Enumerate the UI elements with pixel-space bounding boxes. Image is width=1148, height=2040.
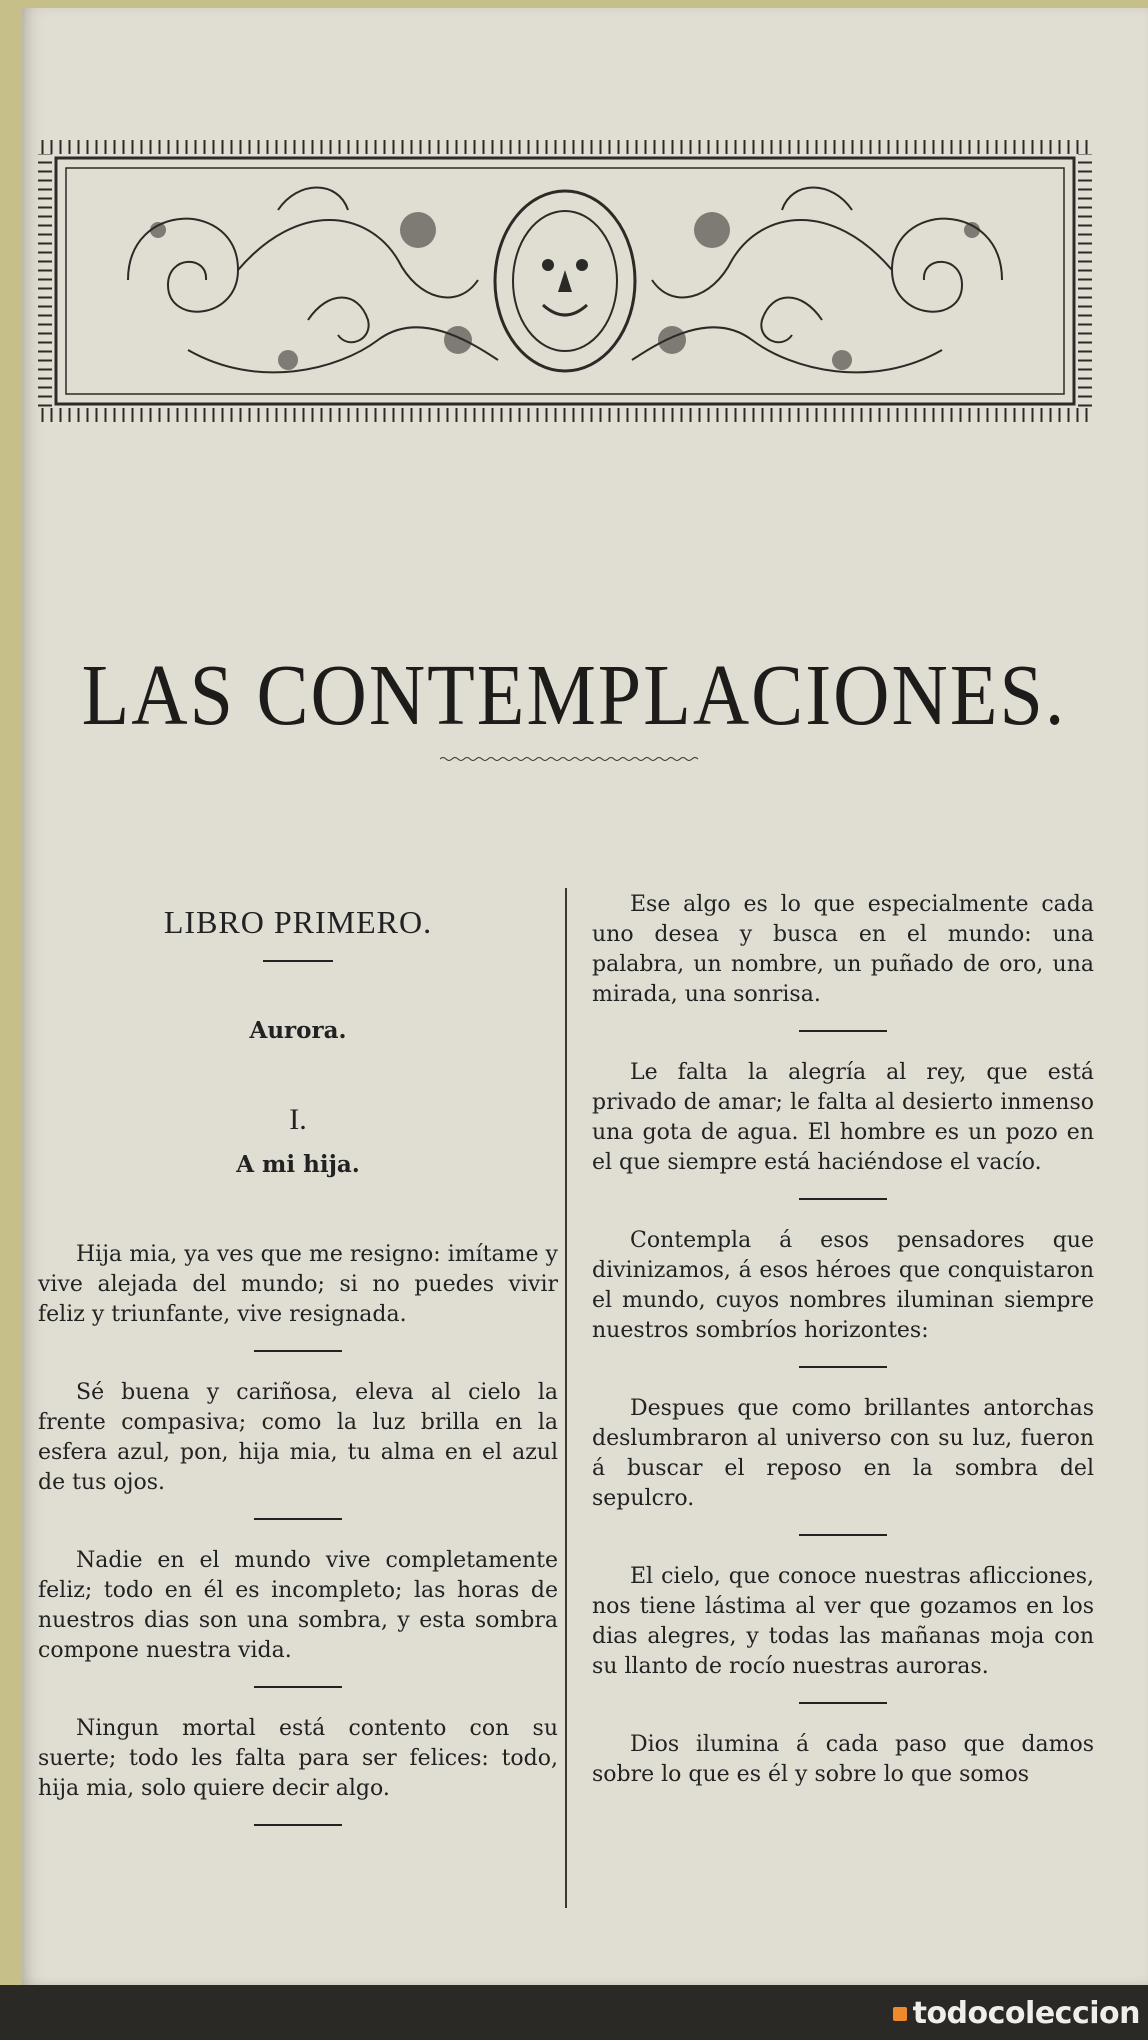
paragraph: Sé buena y cariñosa, eleva al cielo la frente compasiva; como la luz brilla en la esfera azul, pon, hija mia, tu alma en el azul de tus ojos. (38, 1380, 558, 1495)
separator (254, 1686, 342, 1688)
book-label: LIBRO PRIMERO. (163, 904, 433, 940)
paragraph: Nadie en el mundo vive completamente feliz; todo en él es incompleto; las horas de nuestros dias son una sombra, y esta sombra compone nuestra vida. (38, 1548, 558, 1663)
book-rule (263, 960, 333, 962)
paragraph: Contempla á esos pensadores que divinizamos, á esos héroes que conquistaron el mundo, cuyos nombres iluminan siempre nuestros sombríos horizontes: (592, 1228, 1094, 1343)
poem-title: A mi hija. (236, 1151, 360, 1178)
paragraph: Ningun mortal está contento con su suerte; todo les falta para ser felices: todo, hija mia, solo quiere decir algo. (38, 1716, 558, 1801)
separator (254, 1518, 342, 1520)
watermark (893, 1996, 1140, 2031)
separator (799, 1366, 887, 1368)
page-title: LAS CONTEMPLACIONES. (81, 645, 1067, 744)
separator (799, 1198, 887, 1200)
section-title: Aurora. (249, 1017, 347, 1044)
column-divider (565, 888, 567, 1908)
paragraph: El cielo, que conoce nuestras aflicciones, nos tiene lástima al ver que gozamos en los dias alegres, y todas las mañanas moja con su llanto de rocío nuestras auroras. (592, 1564, 1094, 1679)
watermark-text: todocoleccion (912, 1996, 1140, 2031)
roman-numeral: I. (289, 1103, 307, 1136)
paragraph: Le falta la alegría al rey, que está privado de amar; le falta al desierto inmenso una gota de agua. El hombre es un pozo en el que siempre está haciéndose el vacío. (592, 1060, 1094, 1175)
paragraph: Dios ilumina á cada paso que damos sobre lo que es él y sobre lo que somos (592, 1732, 1094, 1787)
separator (254, 1824, 342, 1826)
separator (254, 1350, 342, 1352)
separator (799, 1534, 887, 1536)
paragraph: Hija mia, ya ves que me resigno: imítame y vive alejada del mundo; si no puedes vivir feliz y triunfante, vive resignada. (38, 1242, 558, 1327)
title-underline (440, 756, 702, 762)
left-column (38, 884, 558, 1852)
brand-mark-icon (893, 2007, 907, 2021)
paragraph: Despues que como brillantes antorchas deslumbraron al universo con su luz, fueron á buscar el reposo en la sombra del sepulcro. (592, 1396, 1094, 1511)
decorative-headpiece (38, 140, 1092, 422)
separator (799, 1030, 887, 1032)
separator (799, 1702, 887, 1704)
paragraph: Ese algo es lo que especialmente cada uno desea y busca en el mundo: una palabra, un nombre, un puñado de oro, una mirada, una sonrisa. (592, 892, 1094, 1007)
right-column (592, 884, 1094, 1790)
